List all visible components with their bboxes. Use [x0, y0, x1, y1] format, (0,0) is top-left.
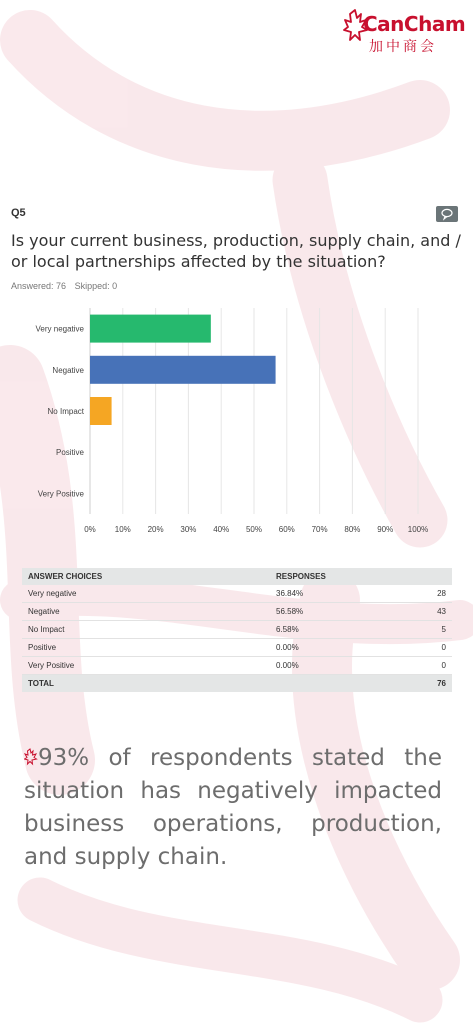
x-tick-label: 20%	[147, 525, 164, 534]
answered-count: Answered: 76	[11, 281, 67, 291]
total-label: TOTAL	[22, 675, 270, 693]
percent-cell: 0.00%	[270, 657, 406, 675]
total-empty	[270, 675, 406, 693]
maple-leaf-icon	[24, 748, 38, 766]
x-tick-label: 60%	[278, 525, 295, 534]
percent-cell: 56.58%	[270, 603, 406, 621]
responses-table	[22, 568, 452, 692]
total-count: 76	[406, 675, 452, 693]
x-tick-label: 0%	[84, 525, 96, 534]
table-row	[22, 657, 452, 675]
x-tick-label: 30%	[180, 525, 197, 534]
count-cell: 0	[406, 639, 452, 657]
header-responses: RESPONSES	[270, 568, 406, 585]
percent-cell: 0.00%	[270, 639, 406, 657]
x-tick-label: 10%	[114, 525, 131, 534]
summary-text: 93% of respondents stated the situation has negatively impacted business operations, production, and supply chain.	[24, 745, 442, 870]
percent-cell: 36.84%	[270, 585, 406, 603]
choice-cell: Very negative	[22, 585, 270, 603]
bar-chart	[0, 300, 473, 540]
count-cell: 0	[406, 657, 452, 675]
x-tick-label: 40%	[213, 525, 230, 534]
x-tick-label: 80%	[344, 525, 361, 534]
choice-cell: Very Positive	[22, 657, 270, 675]
header-answer-choices: ANSWER CHOICES	[22, 568, 270, 585]
summary-statement	[24, 742, 442, 874]
choice-cell: Positive	[22, 639, 270, 657]
x-tick-label: 90%	[377, 525, 394, 534]
bar	[90, 397, 112, 425]
y-category-label: Positive	[55, 448, 84, 458]
cancham-logo	[343, 6, 466, 56]
table-row	[22, 621, 452, 639]
x-tick-label: 70%	[311, 525, 328, 534]
question-text: Is your current business, production, supply chain, and / or local partnerships affected by the situation?	[11, 231, 461, 271]
logo-text: CanCham	[363, 12, 466, 36]
count-cell: 43	[406, 603, 452, 621]
x-tick-label: 50%	[245, 525, 263, 534]
count-cell: 5	[406, 621, 452, 639]
table-row	[22, 585, 452, 603]
table-row	[22, 639, 452, 657]
question-number: Q5	[11, 207, 26, 219]
y-category-label: Very negative	[35, 324, 84, 334]
table-row	[22, 603, 452, 621]
choice-cell: No Impact	[22, 621, 270, 639]
skipped-count: Skipped: 0	[74, 281, 118, 291]
bar	[90, 356, 276, 384]
table-total-row	[22, 675, 452, 693]
y-category-label: Negative	[52, 365, 84, 375]
y-category-label: No Impact	[47, 407, 84, 416]
y-category-label: Very Positive	[37, 489, 84, 499]
comment-icon	[436, 206, 458, 222]
bar	[90, 315, 211, 343]
choice-cell: Negative	[22, 603, 270, 621]
count-cell: 28	[406, 585, 452, 603]
x-tick-label: 100%	[407, 525, 429, 534]
header-count	[406, 568, 452, 585]
response-meta	[11, 281, 123, 291]
comment-button[interactable]	[436, 206, 458, 222]
percent-cell: 6.58%	[270, 621, 406, 639]
logo-chinese-text: 加中商会	[369, 39, 437, 55]
table-header-row	[22, 568, 452, 585]
